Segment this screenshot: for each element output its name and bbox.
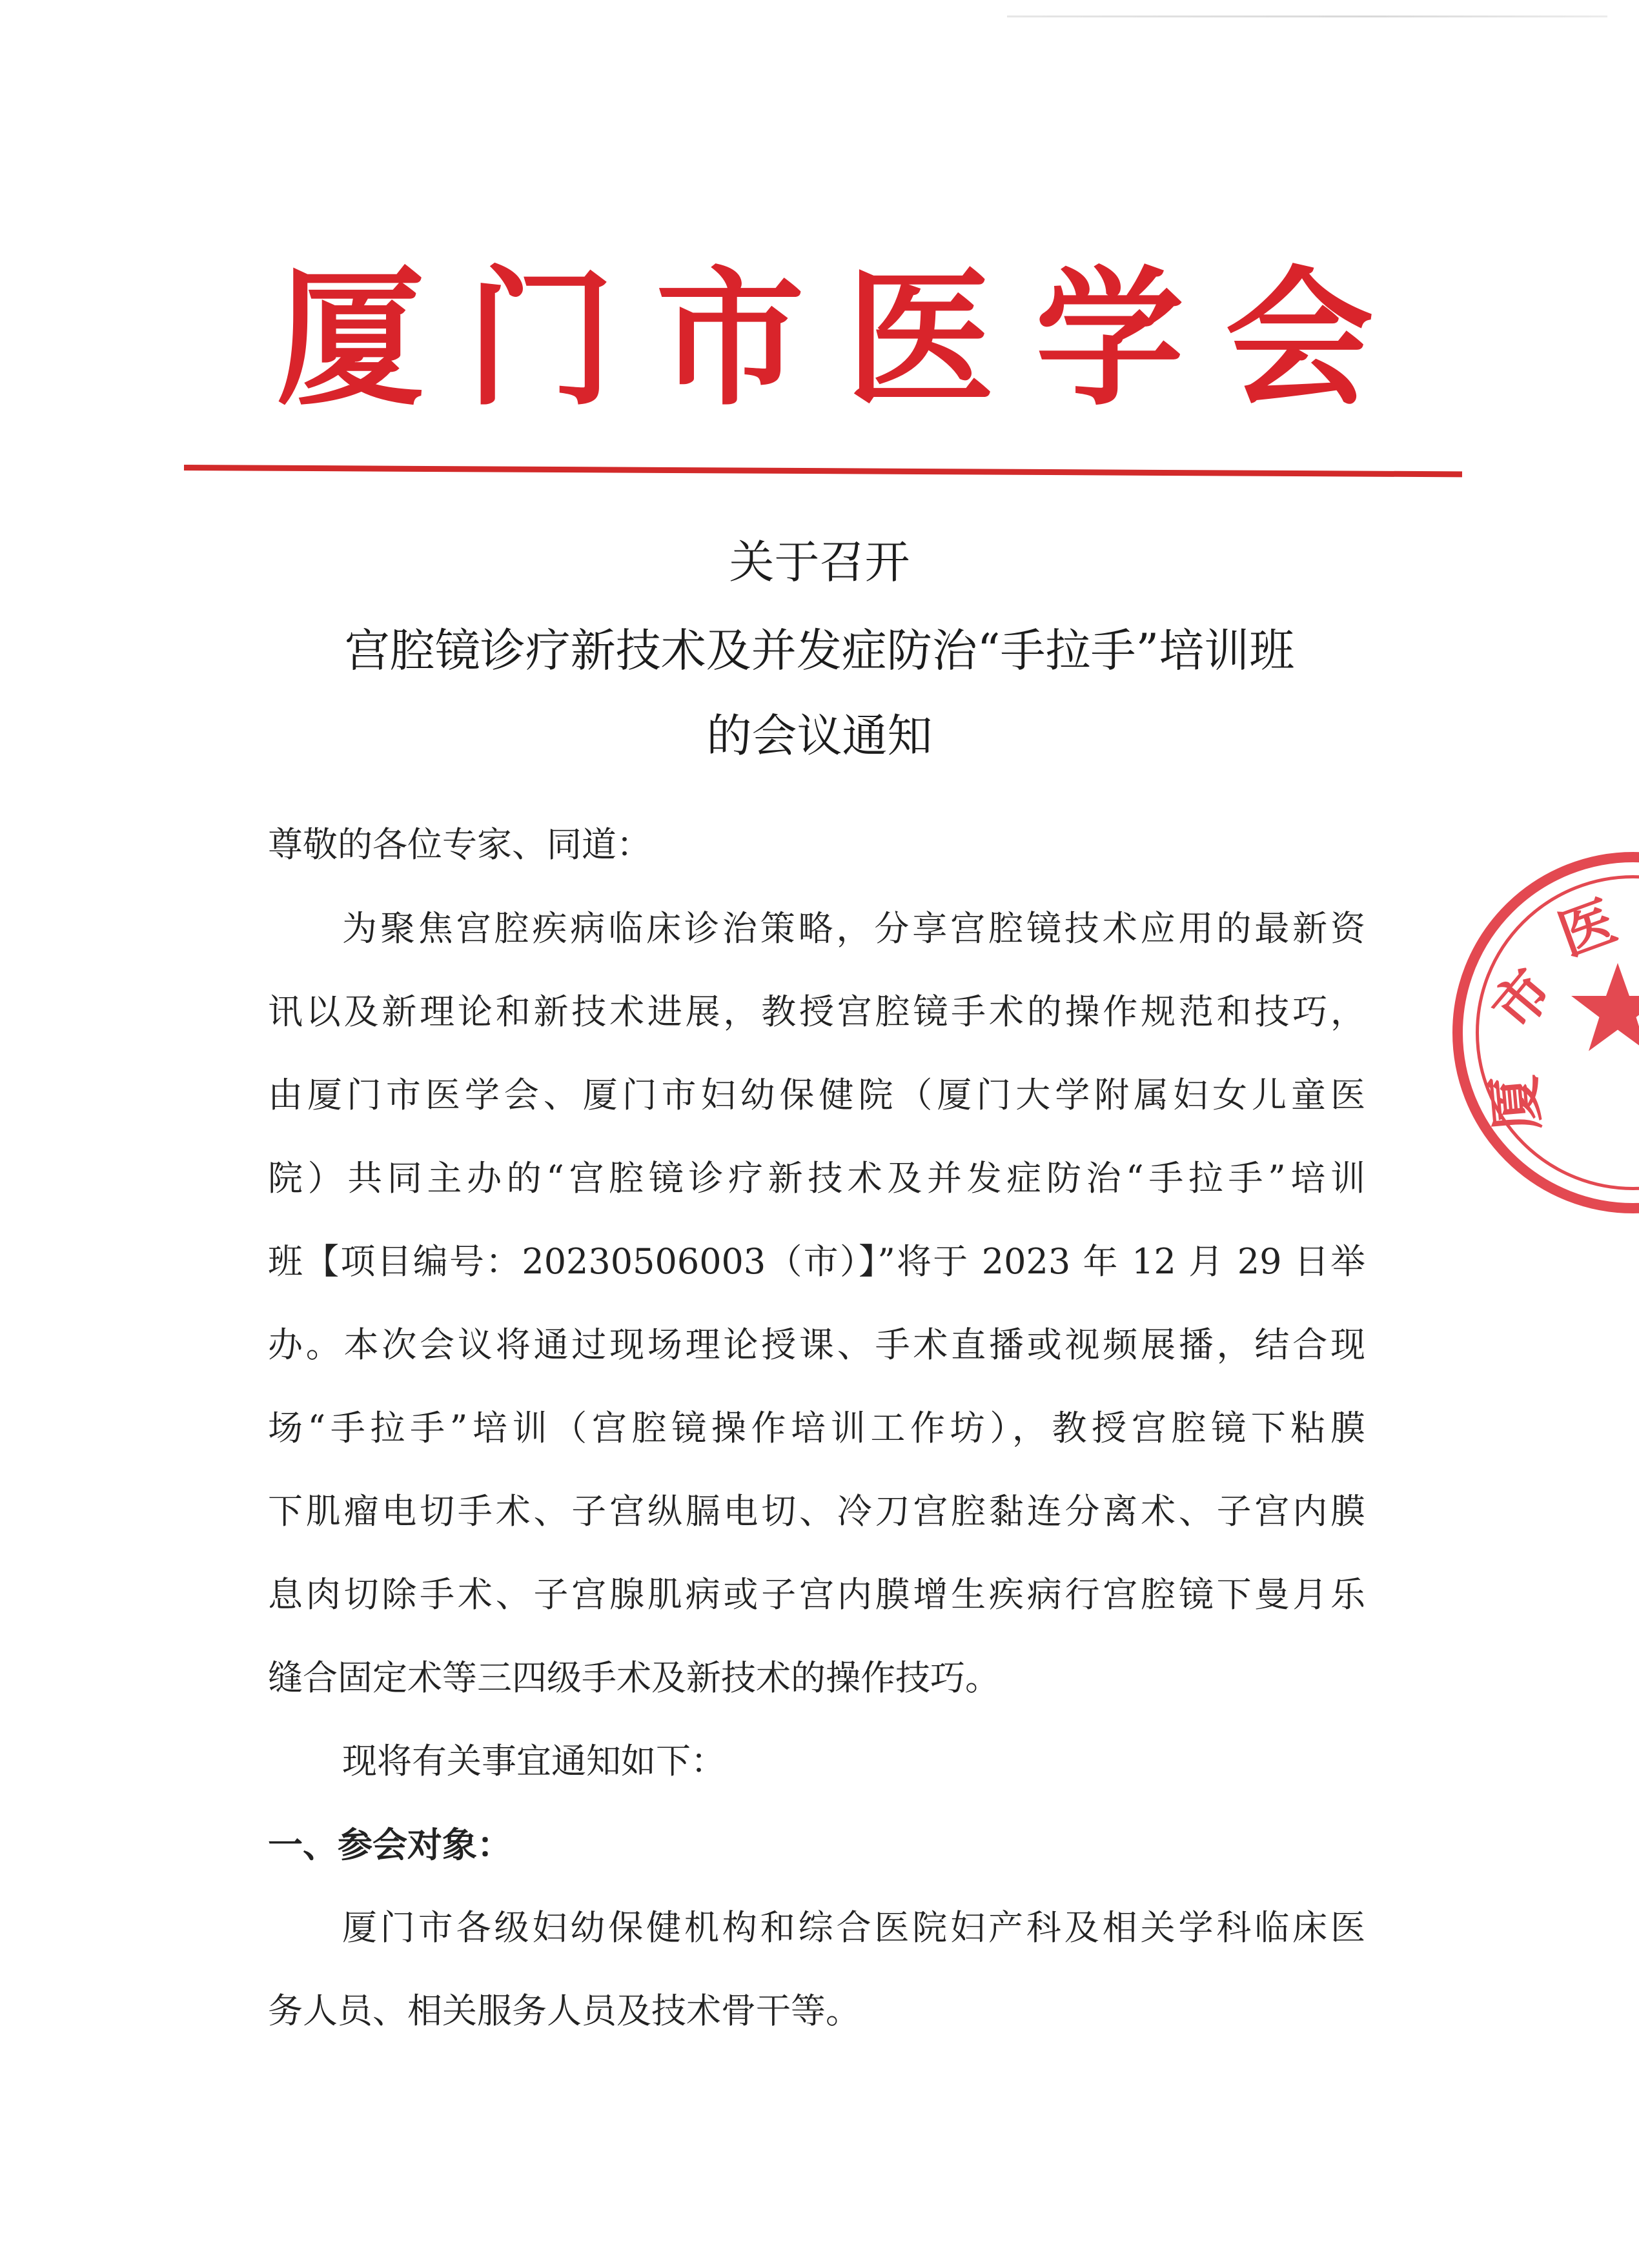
letterhead-divider (184, 465, 1462, 477)
paragraph-line: 办。本次会议将通过现场理论授课、手术直播或视频展播，结合现 (268, 1324, 1365, 1365)
letterhead-char: 门 (465, 252, 615, 426)
official-seal (1452, 852, 1639, 1213)
notice-title-line-3: 的会议通知 (706, 709, 933, 762)
paragraph-line: 院）共同主办的“宫腔镜诊疗新技术及并发症防治“手拉手”培训 (268, 1158, 1365, 1199)
letterhead-char: 学 (1035, 252, 1184, 426)
paragraph-line: 务人员、相关服务人员及技术骨干等。 (268, 1990, 860, 2031)
notice-title-line-1: 关于召开 (729, 536, 910, 589)
scan-edge-line (1007, 15, 1607, 17)
paragraph-line: 讯以及新理论和新技术进展，教授宫腔镜手术的操作规范和技巧， (268, 991, 1365, 1032)
paragraph-line: 厦门市各级妇幼保健机构和综合医院妇产科及相关学科临床医 (342, 1907, 1365, 1948)
paragraph-line: 下肌瘤电切手术、子宫纵膈电切、冷刀宫腔黏连分离术、子宫内膜 (268, 1491, 1365, 1532)
paragraph-line: 现将有关事宜通知如下： (342, 1741, 726, 1781)
paragraph-line: 息肉切除手术、子宫腺肌病或子宫内膜增生疾病行宫腔镜下曼月乐 (268, 1574, 1365, 1615)
paragraph-line: 缝合固定术等三四级手术及新技术的操作技巧。 (268, 1657, 1000, 1698)
seal-char: 医 (1550, 888, 1625, 969)
paragraph-line: 场“手拉手”培训（宫腔镜操作培训工作坊），教授宫腔镜下粘膜 (268, 1408, 1365, 1448)
notice-title-line-2: 宫腔镜诊疗新技术及并发症防治“手拉手”培训班 (344, 624, 1295, 677)
seal-char: 市 (1480, 957, 1565, 1042)
seal-char: 厦 (1481, 1072, 1551, 1134)
seal-star-icon (1569, 959, 1639, 1056)
letterhead-char: 医 (845, 252, 994, 426)
paragraph-line: 为聚焦宫腔疾病临床诊治策略，分享宫腔镜技术应用的最新资 (342, 908, 1365, 949)
letterhead-char: 厦 (276, 252, 425, 426)
letterhead-char: 会 (1225, 252, 1374, 426)
paragraph-line: 班【项目编号：20230506003（市）】”将于 2023 年 12 月 29 日举 (268, 1241, 1365, 1282)
section-heading: 一、参会对象： (268, 1824, 512, 1865)
salutation: 尊敬的各位专家、同道： (268, 824, 651, 865)
letterhead-char: 市 (655, 252, 804, 426)
paragraph-line: 由厦门市医学会、厦门市妇幼保健院（厦门大学附属妇女儿童医 (268, 1075, 1365, 1115)
letterhead-org-name (276, 252, 1374, 426)
